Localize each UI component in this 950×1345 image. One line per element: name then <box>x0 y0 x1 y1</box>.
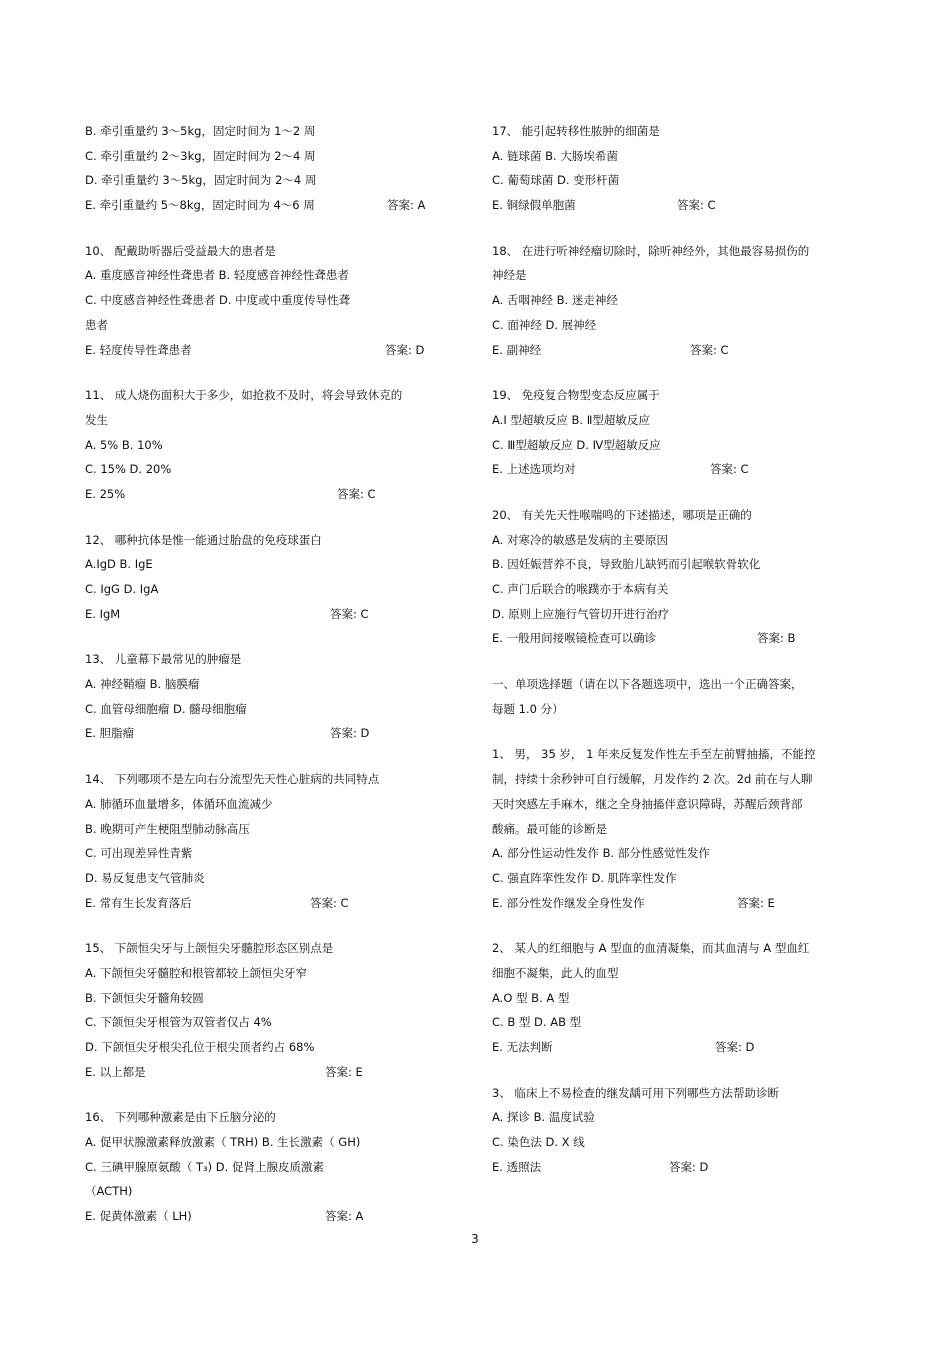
line-text: A. 5% B. 10% <box>85 437 163 452</box>
line-text: E. 上述选项均对 <box>492 462 576 477</box>
line-text: C. 可出现差异性青紫 <box>85 846 193 861</box>
text-line <box>492 986 867 1011</box>
text-line <box>85 1130 465 1155</box>
line-text: A. 神经鞘瘤 B. 脑膜瘤 <box>85 677 200 692</box>
answer-label: 答案: C <box>330 606 369 621</box>
text-line <box>492 602 867 627</box>
line-text: E. 无法判断 <box>492 1040 553 1054</box>
line-text: A. 对寒冷的敏感是发病的主要原因 <box>492 532 668 547</box>
line-text: C. 牵引重量约 2～3kg，固定时间为 2～4 周 <box>85 148 316 163</box>
answer-label: 答案: E <box>325 1064 363 1079</box>
text-line <box>85 144 465 169</box>
line-text: C. 中度感音神经性聋患者 D. 中度或中重度传导性聋 <box>85 293 351 308</box>
text-line <box>85 841 465 866</box>
line-text: C. 声门后联合的喉蹼亦于本病有关 <box>492 582 669 596</box>
text-line <box>492 263 867 288</box>
text-line <box>492 193 867 218</box>
question-block <box>492 119 867 218</box>
text-line <box>492 1035 867 1060</box>
question-block <box>85 647 465 746</box>
answer-label: 答案: C <box>710 462 749 477</box>
line-text: 1、 男， 35 岁， 1 年来反复发作性左手至左前臂抽搐，不能控 <box>492 747 816 762</box>
text-line <box>85 1105 465 1130</box>
answer-label: 答案: B <box>757 631 796 646</box>
question-block <box>492 936 867 1059</box>
line-text: C. Ⅲ型超敏反应 D. Ⅳ型超敏反应 <box>492 437 661 452</box>
text-line <box>492 433 867 458</box>
text-line <box>492 552 867 577</box>
line-text: C. 面神经 D. 展神经 <box>492 317 597 332</box>
line-text: 酸痛。最可能的诊断是 <box>492 821 607 836</box>
answer-label: 答案: C <box>310 895 349 910</box>
answer-label: 答案: D <box>715 1040 755 1054</box>
line-text: D. 下颌恒尖牙根尖孔位于根尖顶者约占 68% <box>85 1040 315 1054</box>
text-line <box>85 961 465 986</box>
line-text: A. 促甲状腺激素释放激素（ TRH) B. 生长激素（ GH) <box>85 1135 361 1150</box>
text-line <box>85 817 465 842</box>
page-number: 3 <box>471 1232 479 1246</box>
text-line <box>85 482 465 507</box>
text-line <box>85 721 465 746</box>
line-text: 14、 下列哪项不是左向右分流型先天性心脏病的共同特点 <box>85 772 380 787</box>
line-text: C. 下颌恒尖牙根管为双管者仅占 4% <box>85 1015 272 1030</box>
line-text: D. 牵引重量约 3～5kg，固定时间为 2～4 周 <box>85 173 317 188</box>
right-column <box>492 119 867 1200</box>
text-line <box>492 891 867 916</box>
text-line <box>85 866 465 891</box>
question-block <box>85 119 465 218</box>
text-line <box>85 1155 465 1180</box>
text-line <box>85 647 465 672</box>
line-text: E. 透照法 <box>492 1159 542 1174</box>
line-text: 3、 临床上不易检查的继发龋可用下列哪些方法帮助诊断 <box>492 1085 779 1100</box>
line-text: C. 血管母细胞瘤 D. 髓母细胞瘤 <box>85 701 247 716</box>
line-text: 细胞不凝集，此人的血型 <box>492 965 619 980</box>
text-line <box>85 577 465 602</box>
text-line <box>492 313 867 338</box>
question-block <box>492 1081 867 1180</box>
question-block <box>492 672 867 721</box>
text-line <box>85 408 465 433</box>
line-text: 17、 能引起转移性脓肿的细菌是 <box>492 124 660 138</box>
line-text: E. 铜绿假单胞菌 <box>492 198 576 213</box>
line-text: C. 15% D. 20% <box>85 462 172 477</box>
line-text: B. 下颌恒尖牙髓角较圆 <box>85 990 204 1005</box>
line-text: 12、 哪种抗体是惟一能通过胎盘的免疫球蛋白 <box>85 532 322 547</box>
line-text: 制，持续十余秒钟可自行缓解，月发作约 2 次。2d 前在与人聊 <box>492 772 813 787</box>
text-line <box>85 119 465 144</box>
line-text: 15、 下颌恒尖牙与上颌恒尖牙髓腔形态区别点是 <box>85 941 334 956</box>
answer-label: 答案: C <box>690 342 729 357</box>
line-text: 18、 在进行听神经瘤切除时，除听神经外，其他最容易损伤的 <box>492 243 810 258</box>
line-text: 20、 有关先天性喉喘鸣的下述描述，哪项是正确的 <box>492 507 752 522</box>
line-text: A.O 型 B. A 型 <box>492 990 570 1005</box>
answer-label: 答案: C <box>677 198 716 213</box>
text-line <box>492 792 867 817</box>
question-block <box>85 528 465 627</box>
text-line <box>85 767 465 792</box>
line-text: E. 轻度传导性聋患者 <box>85 342 192 357</box>
line-text: 2、 某人的红细胞与 A 型血的血清凝集，而其血清与 A 型血红 <box>492 941 810 956</box>
answer-label: 答案: D <box>669 1159 709 1174</box>
question-block <box>85 239 465 362</box>
line-text: 13、 儿童幕下最常见的肿瘤是 <box>85 652 242 667</box>
text-line <box>85 383 465 408</box>
text-line <box>492 1105 867 1130</box>
text-line <box>492 503 867 528</box>
text-line <box>85 552 465 577</box>
line-text: E. 部分性发作继发全身性发作 <box>492 895 645 910</box>
text-line <box>85 239 465 264</box>
line-text: E. 牵引重量约 5～8kg，固定时间为 4～6 周 <box>85 198 315 213</box>
text-line <box>492 1010 867 1035</box>
line-text: A. 舌咽神经 B. 迷走神经 <box>492 293 618 308</box>
line-text: A. 探诊 B. 温度试验 <box>492 1110 595 1125</box>
line-text: A.IgD B. IgE <box>85 557 153 572</box>
line-text: 每题 1.0 分） <box>492 701 564 716</box>
line-text: C. 葡萄球菌 D. 变形杆菌 <box>492 173 620 188</box>
text-line <box>85 193 465 218</box>
line-text: （ACTH) <box>85 1184 133 1199</box>
text-line <box>492 961 867 986</box>
question-block <box>85 936 465 1084</box>
text-line <box>492 239 867 264</box>
line-text: C. IgG D. IgA <box>85 582 159 596</box>
text-line <box>492 288 867 313</box>
text-line <box>85 1179 465 1204</box>
line-text: 19、 免疫复合物型变态反应属于 <box>492 388 660 403</box>
text-line <box>492 168 867 193</box>
question-block <box>492 503 867 651</box>
text-line <box>492 817 867 842</box>
text-line <box>492 119 867 144</box>
text-line <box>492 1081 867 1106</box>
answer-label: 答案: D <box>330 726 370 741</box>
line-text: 11、 成人烧伤面积大于多少，如抢救不及时，将会导致休克的 <box>85 388 403 403</box>
text-line <box>85 1060 465 1085</box>
text-line <box>492 841 867 866</box>
answer-label: 答案: D <box>385 342 425 357</box>
text-line <box>85 936 465 961</box>
line-text: C. 强直阵挛性发作 D. 肌阵挛性发作 <box>492 870 677 885</box>
text-line <box>492 697 867 722</box>
line-text: 神经是 <box>492 268 527 283</box>
line-text: A. 链球菌 B. 大肠埃希菌 <box>492 148 618 163</box>
text-line <box>85 313 465 338</box>
question-block <box>492 383 867 482</box>
text-line <box>85 672 465 697</box>
text-line <box>492 528 867 553</box>
text-line <box>492 767 867 792</box>
text-line <box>492 338 867 363</box>
line-text: B. 晚期可产生梗阻型肺动脉高压 <box>85 821 250 836</box>
line-text: E. 一般用间接喉镜检查可以确诊 <box>492 631 657 646</box>
text-line <box>85 1010 465 1035</box>
line-text: 发生 <box>85 412 108 427</box>
answer-label: 答案: E <box>737 895 775 910</box>
text-line <box>492 866 867 891</box>
line-text: B. 牵引重量约 3～5kg，固定时间为 1～2 周 <box>85 124 316 138</box>
text-line <box>85 697 465 722</box>
text-line <box>85 288 465 313</box>
text-line <box>85 457 465 482</box>
text-line <box>492 672 867 697</box>
text-line <box>492 1155 867 1180</box>
text-line <box>85 986 465 1011</box>
line-text: E. 常有生长发育落后 <box>85 895 192 910</box>
line-text: D. 易反复患支气管肺炎 <box>85 870 205 885</box>
text-line <box>492 383 867 408</box>
question-block <box>492 239 867 362</box>
text-line <box>85 1035 465 1060</box>
text-line <box>85 602 465 627</box>
text-line <box>85 792 465 817</box>
line-text: C. B 型 D. AB 型 <box>492 1015 582 1030</box>
line-text: E. 促黄体激素（ LH) <box>85 1209 192 1224</box>
text-line <box>85 168 465 193</box>
line-text: 一、单项选择题（请在以下各题选项中，选出一个正确答案， <box>492 677 803 692</box>
line-text: E. 胆脂瘤 <box>85 726 135 741</box>
line-text: D. 原则上应施行气管切开进行治疗 <box>492 606 670 621</box>
line-text: E. 以上都是 <box>85 1064 146 1079</box>
line-text: 患者 <box>85 317 108 332</box>
question-block <box>85 383 465 506</box>
question-block <box>492 742 867 915</box>
line-text: A. 重度感音神经性聋患者 B. 轻度感音神经性聋患者 <box>85 268 349 283</box>
text-line <box>492 1130 867 1155</box>
line-text: A. 下颌恒尖牙髓腔和根管都较上颌恒尖牙窄 <box>85 965 307 980</box>
text-line <box>492 742 867 767</box>
line-text: C. 三碘甲腺原氨酸（ T₃) D. 促肾上腺皮质激素 <box>85 1159 324 1174</box>
line-text: E. IgM <box>85 606 121 621</box>
text-line <box>85 263 465 288</box>
line-text: 16、 下列哪种激素是由下丘脑分泌的 <box>85 1110 276 1125</box>
left-column <box>85 119 465 1250</box>
line-text: A.I 型超敏反应 B. Ⅱ型超敏反应 <box>492 412 650 427</box>
question-block <box>85 767 465 915</box>
text-line <box>492 577 867 602</box>
text-line <box>85 1204 465 1229</box>
question-block <box>85 1105 465 1228</box>
text-line <box>85 528 465 553</box>
text-line <box>85 338 465 363</box>
line-text: C. 染色法 D. X 线 <box>492 1135 585 1150</box>
answer-label: 答案: A <box>325 1209 364 1224</box>
text-line <box>492 457 867 482</box>
text-line <box>492 626 867 651</box>
line-text: 天时突感左手麻木，继之全身抽搐伴意识障碍，苏醒后颈背部 <box>492 796 803 811</box>
answer-label: 答案: C <box>337 486 376 501</box>
line-text: A. 肺循环血量增多，体循环血流减少 <box>85 796 273 811</box>
text-line <box>492 144 867 169</box>
line-text: 10、 配戴助听器后受益最大的患者是 <box>85 243 276 258</box>
text-line <box>85 433 465 458</box>
line-text: A. 部分性运动性发作 B. 部分性感觉性发作 <box>492 846 710 861</box>
text-line <box>492 936 867 961</box>
answer-label: 答案: A <box>387 198 426 213</box>
line-text: B. 因妊娠营养不良，导致胎儿缺钙而引起喉软骨软化 <box>492 557 761 572</box>
line-text: E. 副神经 <box>492 342 542 357</box>
text-line <box>85 891 465 916</box>
text-line <box>492 408 867 433</box>
line-text: E. 25% <box>85 486 126 501</box>
